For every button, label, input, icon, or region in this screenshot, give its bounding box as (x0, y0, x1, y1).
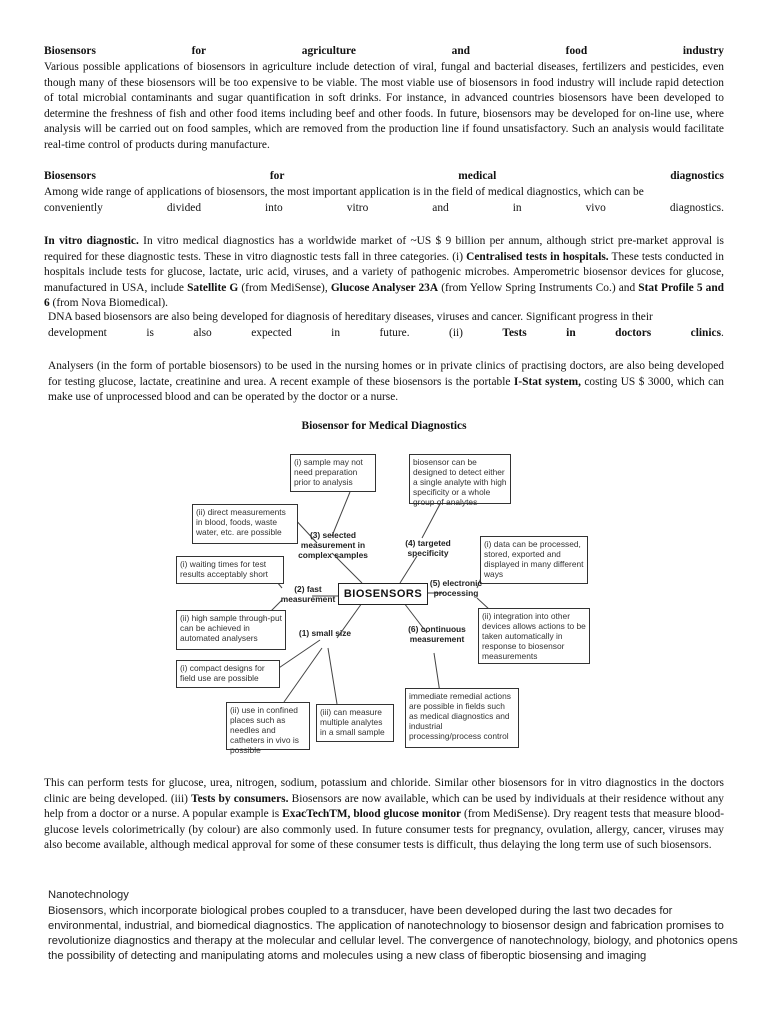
label-electronic-processing: (5) electronic processing (429, 578, 483, 598)
heading-word: Biosensors (44, 45, 96, 57)
text-run: costing US $ 3000, which can make use of unprocessed blood and can be operated by the doctor or a nurse. (48, 375, 724, 404)
paragraph-medical-intro (44, 185, 724, 216)
text-run: (from MediSense), (238, 281, 331, 294)
in-vitro-lead: In vitro diagnostic. (44, 235, 139, 247)
box-detect-analytes: biosensor can be designed to detect either a single analyte with high specificity or a whole group of analytes (409, 454, 511, 504)
text-run: In vitro medical diagnostics has a worldwide market of ~US $ 9 billion per annum, although strict pre-market approval is required for these diagnostic tests. These in vitro diagnostic tests fall in three categories. (i) (44, 235, 724, 263)
label-targeted-specificity: (4) targeted specificity (405, 538, 451, 558)
text-run: This can perform tests for glucose, urea, nitrogen, sodium, potassium and chloride. Similar other biosensors for in vitro diagnostics in the doctors clinic are being developed. (iii) (44, 777, 724, 805)
paragraph-analysers (48, 359, 724, 406)
heading-word: Biosensors (44, 170, 96, 182)
word: into (265, 201, 283, 214)
label-continuous-measurement: (6) continuous measurement (408, 624, 466, 644)
box-waiting-times: (i) waiting times for test results acceptably short (176, 556, 284, 584)
biosensor-diagram (172, 448, 596, 766)
paragraph-agriculture: Various possible applications of biosensors in agriculture include detection of viral, fungal and bacterial diseases, fertilizers and pesticides, even though many of these biosensors will be too expensive to be viable. The most viable use of biosensors in food industry will include rapid detection of total microbial contaminants and sugar quantification in soft drinks. For instance, in advanced countries biosensors have been developed to determine the freshness of fish and other food items including beef and other foods. In future, biosensors may be developed for on-line use, where analysis will be carried out on food samples, which are removed from the production line if found unsatisfactory. Such an analysis would facilitate real-time control of products during manufacture. (44, 61, 724, 151)
heading-word: and (451, 45, 470, 57)
word: vitro (346, 201, 369, 214)
box-direct-measurements: (ii) direct measurements in blood, foods, waste water, etc. are possible (192, 504, 298, 544)
box-integration: (ii) integration into other devices allows actions to be taken automatically in response to biosensor measurements (478, 608, 590, 664)
word: in (512, 201, 522, 214)
heading-word: agriculture (301, 45, 356, 57)
paragraph-in-vitro (44, 234, 724, 312)
box-compact-design: (i) compact designs for field use are possible (176, 660, 280, 688)
heading-word: medical (458, 170, 497, 182)
label-selected-measurement: (3) selected measurement in complex samples (298, 530, 368, 560)
text-run: These tests conducted in hospitals include tests for glucose, lactate, uric acid, viruses, and a variety of pathogenic microbes. Amperometric biosensor devices for glucose, manufactured in USA, include (44, 250, 724, 294)
bold-term: Tests by consumers. (191, 792, 289, 805)
biosensors-center-box: BIOSENSORS (338, 583, 428, 605)
box-multiple-analytes: (iii) can measure multiple analytes in a small sample (316, 704, 394, 742)
word: Tests (502, 326, 527, 339)
heading-medical (44, 169, 724, 185)
word: vivo (585, 201, 606, 214)
bold-term: I-Stat system, (513, 375, 581, 388)
text-run: (from Nova Biomedical). (49, 297, 169, 310)
heading-word: for (191, 45, 207, 57)
figure-title: Biosensor for Medical Diagnostics (301, 420, 467, 432)
paragraph-consumers (44, 776, 724, 854)
word: (ii) (449, 326, 463, 339)
word: clinics (690, 326, 722, 339)
label-fast-measurement: (2) fast measurement (280, 584, 336, 604)
word: is (146, 326, 154, 339)
text-run: Analysers (in the form of portable biosensors) to be used in the nursing homes or in private clinics of practising doctors, are also being developed for testing glucose, lactate, creatinine and urea. A recent example of these biosensors is the portable (48, 360, 724, 388)
heading-word: industry (682, 45, 724, 57)
word: and (432, 201, 449, 214)
box-confined-places: (ii) use in confined places such as needles and catheters in vivo is possible (226, 702, 310, 750)
paragraph-nanotechnology: Biosensors, which incorporate biological probes coupled to a transducer, have been developed during the last two decades for environmental, industrial, and biomedical diagnostics. The application of nanotechnology to biosensor design and fabrication promises to revolutionize diagnostics and therapy at the molecular and cellular level. The convergence of nanotechnology, biology, and photonics opens the possibility of detecting and manipulating atoms and molecules using a new class of fiberoptic biosensing and imaging (48, 905, 738, 962)
word: also (193, 326, 212, 339)
heading-word: for (269, 170, 285, 182)
paragraph-dna (48, 310, 724, 341)
word: divided (166, 201, 202, 214)
word: doctors (615, 326, 652, 339)
label-small-size: (1) small size (298, 628, 352, 638)
nanotechnology-title: Nanotechnology (48, 889, 129, 901)
text-run: Biosensors are now available, which can be used by individuals at their residence without any help from a doctor or a nurse. A popular example is (44, 792, 724, 821)
box-data-processing: (i) data can be processed, stored, exported and displayed in many different ways (480, 536, 588, 584)
bold-term: Satellite G (187, 281, 239, 294)
intro-line-1: Among wide range of applications of biosensors, the most important application is in the field of medical diagnostics, which can be (44, 186, 644, 198)
bold-term: Stat Profile 5 and 6 (44, 281, 724, 310)
text-run: (from Yellow Spring Instruments Co.) and (438, 281, 639, 294)
word: future. (379, 326, 410, 339)
intro-line-2 (44, 201, 724, 217)
word: in (566, 326, 576, 339)
word: diagnostics. (669, 201, 724, 214)
heading-word: diagnostics (670, 170, 724, 182)
word (691, 326, 724, 342)
box-sample-preparation: (i) sample may not need preparation prior to analysis (290, 454, 376, 492)
box-remedial-actions: immediate remedial actions are possible in fields such as medical diagnostics and industrial processing/process control (405, 688, 519, 748)
word: in (331, 326, 341, 339)
heading-agriculture (44, 44, 724, 60)
word: . (721, 326, 724, 339)
dna-line-2 (48, 326, 724, 342)
bold-term: Glucose Analyser 23A (330, 281, 439, 294)
word: development (48, 326, 107, 339)
bold-term: Centralised tests in hospitals. (466, 250, 609, 263)
dna-line-1: DNA based biosensors are also being developed for diagnosis of hereditary diseases, viruses and cancer. Significant progress in their (48, 311, 653, 323)
heading-word: food (565, 45, 588, 57)
word: conveniently (44, 201, 103, 214)
box-throughput: (ii) high sample through-put can be achieved in automated analysers (176, 610, 286, 650)
word: expected (251, 326, 292, 339)
bold-term: ExacTechTM, blood glucose monitor (282, 808, 462, 821)
text-run: (from MediSense). Dry reagent tests that measure blood-glucose levels colorimetrically (by colour) are also commonly used. In future consumer tests for pregnancy, ovulation, allergy, cancer, viruses may also become available, although medical approval for some of these consumer tests is difficult, thus delaying the long term use of such biosensors. (44, 808, 724, 852)
